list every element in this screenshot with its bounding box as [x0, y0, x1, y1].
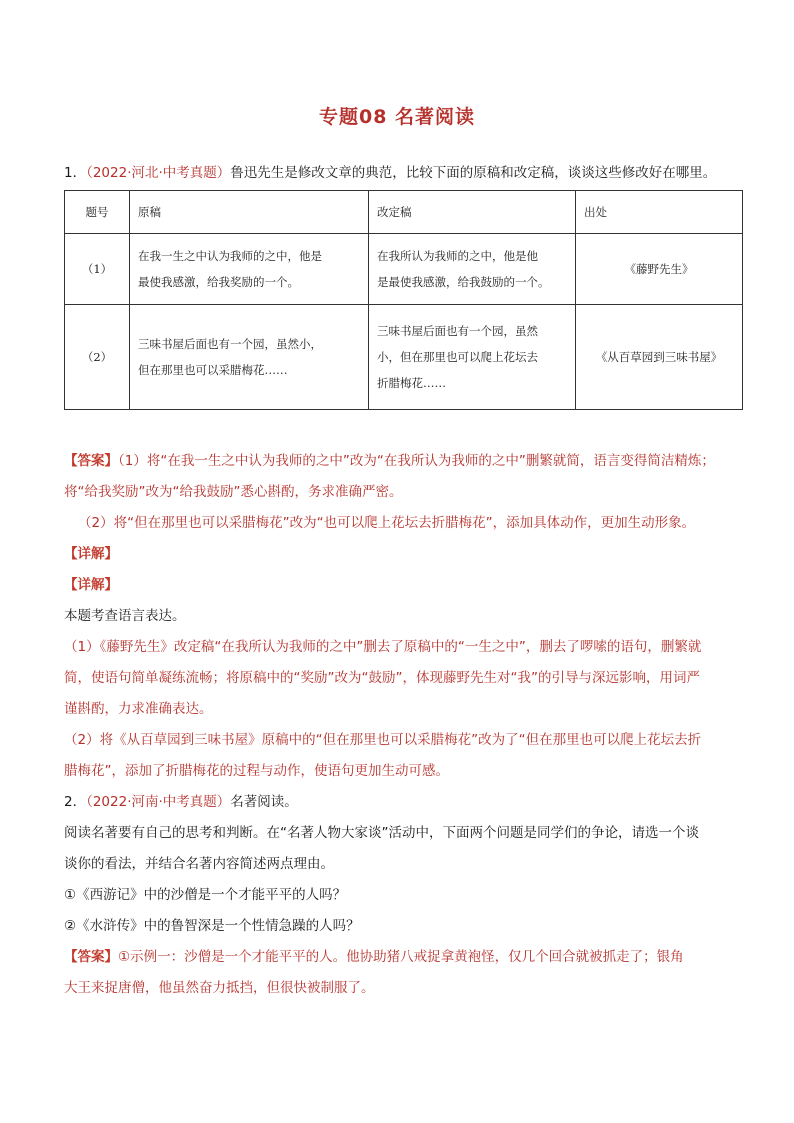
header-cell: 出处	[576, 191, 743, 234]
header-cell: 题号	[65, 191, 130, 234]
question-body: 阅读名著要有自己的思考和判断。在“名著人物大家谈”活动中，下面两个问题是同学们的争论，请选一个谈	[64, 825, 699, 841]
question-2-stem	[64, 787, 746, 818]
source-text: 《藤野先生》	[576, 234, 743, 305]
answer-label: 【答案】	[64, 453, 118, 469]
answer-1	[64, 446, 746, 1004]
detail-line: （1）《藤野先生》改定稿“在我所认为我师的之中”删去了原稿中的“一生之中”，删去了啰嗦的语句，删繁就	[64, 639, 702, 655]
detail-label: 【详解】	[64, 577, 118, 593]
detail-label: 【详解】	[64, 546, 118, 562]
question-number: 1．	[64, 165, 87, 181]
detail-line: 简，使语句简单凝练流畅；将原稿中的“奖励”改为“鼓励”，体现藤野先生对“我”的引导与深远影响，用词严	[64, 670, 700, 686]
table-row	[65, 234, 743, 305]
answer-line: 将“给我奖励”改为“给我鼓励”悉心斟酌，务求准确严密。	[64, 484, 403, 500]
question-1-stem	[64, 158, 744, 189]
revised-text: 在我所认为我师的之中，他是他 是最使我感激，给我鼓励的一个。	[369, 234, 576, 305]
question-text: 鲁迅先生是修改文章的典范，比较下面的原稿和改定稿，谈谈这些修改好在哪里。	[230, 165, 717, 181]
question-item: ①《西游记》中的沙僧是一个才能平平的人吗？	[64, 887, 347, 903]
header-cell: 原稿	[130, 191, 369, 234]
table-row	[65, 305, 743, 410]
table-header-row	[65, 191, 743, 234]
original-text: 在我一生之中认为我师的之中，他是 最使我感激，给我奖励的一个。	[130, 234, 369, 305]
original-text: 三味书屋后面也有一个园，虽然小， 但在那里也可以采腊梅花……	[130, 305, 369, 410]
row-number: （1）	[65, 234, 130, 305]
revised-text: 三味书屋后面也有一个园，虽然 小，但在那里也可以爬上花坛去 折腊梅花……	[369, 305, 576, 410]
question-text: 名著阅读。	[230, 794, 298, 810]
row-number: （2）	[65, 305, 130, 410]
detail-line: 腊梅花”，添加了折腊梅花的过程与动作，使语句更加生动可感。	[64, 763, 449, 779]
answer-line: （2）将“但在那里也可以采腊梅花”改为“也可以爬上花坛去折腊梅花”，添加具体动作，更加生动形象。	[78, 515, 696, 531]
question-item: ②《水浒传》中的鲁智深是一个性情急躁的人吗？	[64, 918, 360, 934]
comparison-table	[64, 190, 743, 410]
answer-line: 大王来捉唐僧，他虽然奋力抵挡，但很快被制服了。	[64, 980, 375, 996]
source-text: 《从百草园到三味书屋》	[576, 305, 743, 410]
detail-line: （2）将《从百草园到三味书屋》原稿中的“但在那里也可以采腊梅花”改为了“但在那里也可以爬上花坛去折	[64, 732, 702, 748]
question-number: 2．	[64, 794, 87, 810]
question-body: 谈你的看法，并结合名著内容简述两点理由。	[64, 856, 334, 872]
answer-line: ①示例一：沙僧是一个才能平平的人。他协助猪八戒捉拿黄袍怪，仅几个回合就被抓走了；银角	[118, 949, 684, 965]
question-source: （2022·河北·中考真题）	[86, 165, 231, 181]
question-source: （2022·河南·中考真题）	[86, 794, 231, 810]
detail-intro: 本题考查语言表达。	[64, 608, 186, 624]
detail-line: 谨斟酌，力求准确表达。	[64, 701, 213, 717]
answer-label: 【答案】	[64, 949, 118, 965]
header-cell: 改定稿	[369, 191, 576, 234]
page-title: 专题08 名著阅读	[318, 106, 476, 128]
answer-line: （1）将“在我一生之中认为我师的之中”改为“在我所认为我师的之中”删繁就简，语言变得简洁精炼；	[118, 453, 715, 469]
